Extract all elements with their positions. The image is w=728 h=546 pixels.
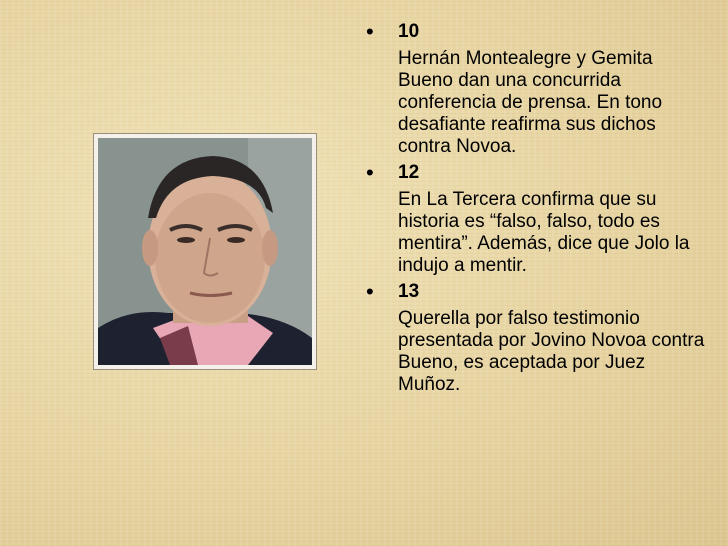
portrait-illustration — [98, 138, 312, 365]
list-item — [366, 161, 706, 277]
bullet-icon: • — [366, 279, 374, 304]
event-description: Hernán Montealegre y Gemita Bueno dan una concurrida conferencia de prensa. En tono desafiante reafirma sus dichos contra Novoa. — [398, 48, 663, 157]
list-item — [366, 280, 706, 396]
portrait-photo-frame — [93, 133, 317, 370]
bullet-icon: • — [366, 19, 374, 44]
portrait-photo — [98, 138, 312, 365]
event-description: Querella por falso testimonio presentada por Jovino Novoa contra Bueno, es aceptada por Juez Muñoz. — [398, 308, 705, 395]
list-item — [366, 20, 706, 158]
event-date: 12 — [398, 162, 420, 183]
event-date: 10 — [398, 21, 420, 42]
timeline-content — [366, 20, 706, 399]
event-list — [366, 20, 706, 396]
event-date: 13 — [398, 281, 420, 302]
event-description: En La Tercera confirma que su historia es “falso, falso, todo es mentira”. Además, dice que Jolo la indujo a mentir. — [398, 189, 690, 276]
bullet-icon: • — [366, 160, 374, 185]
